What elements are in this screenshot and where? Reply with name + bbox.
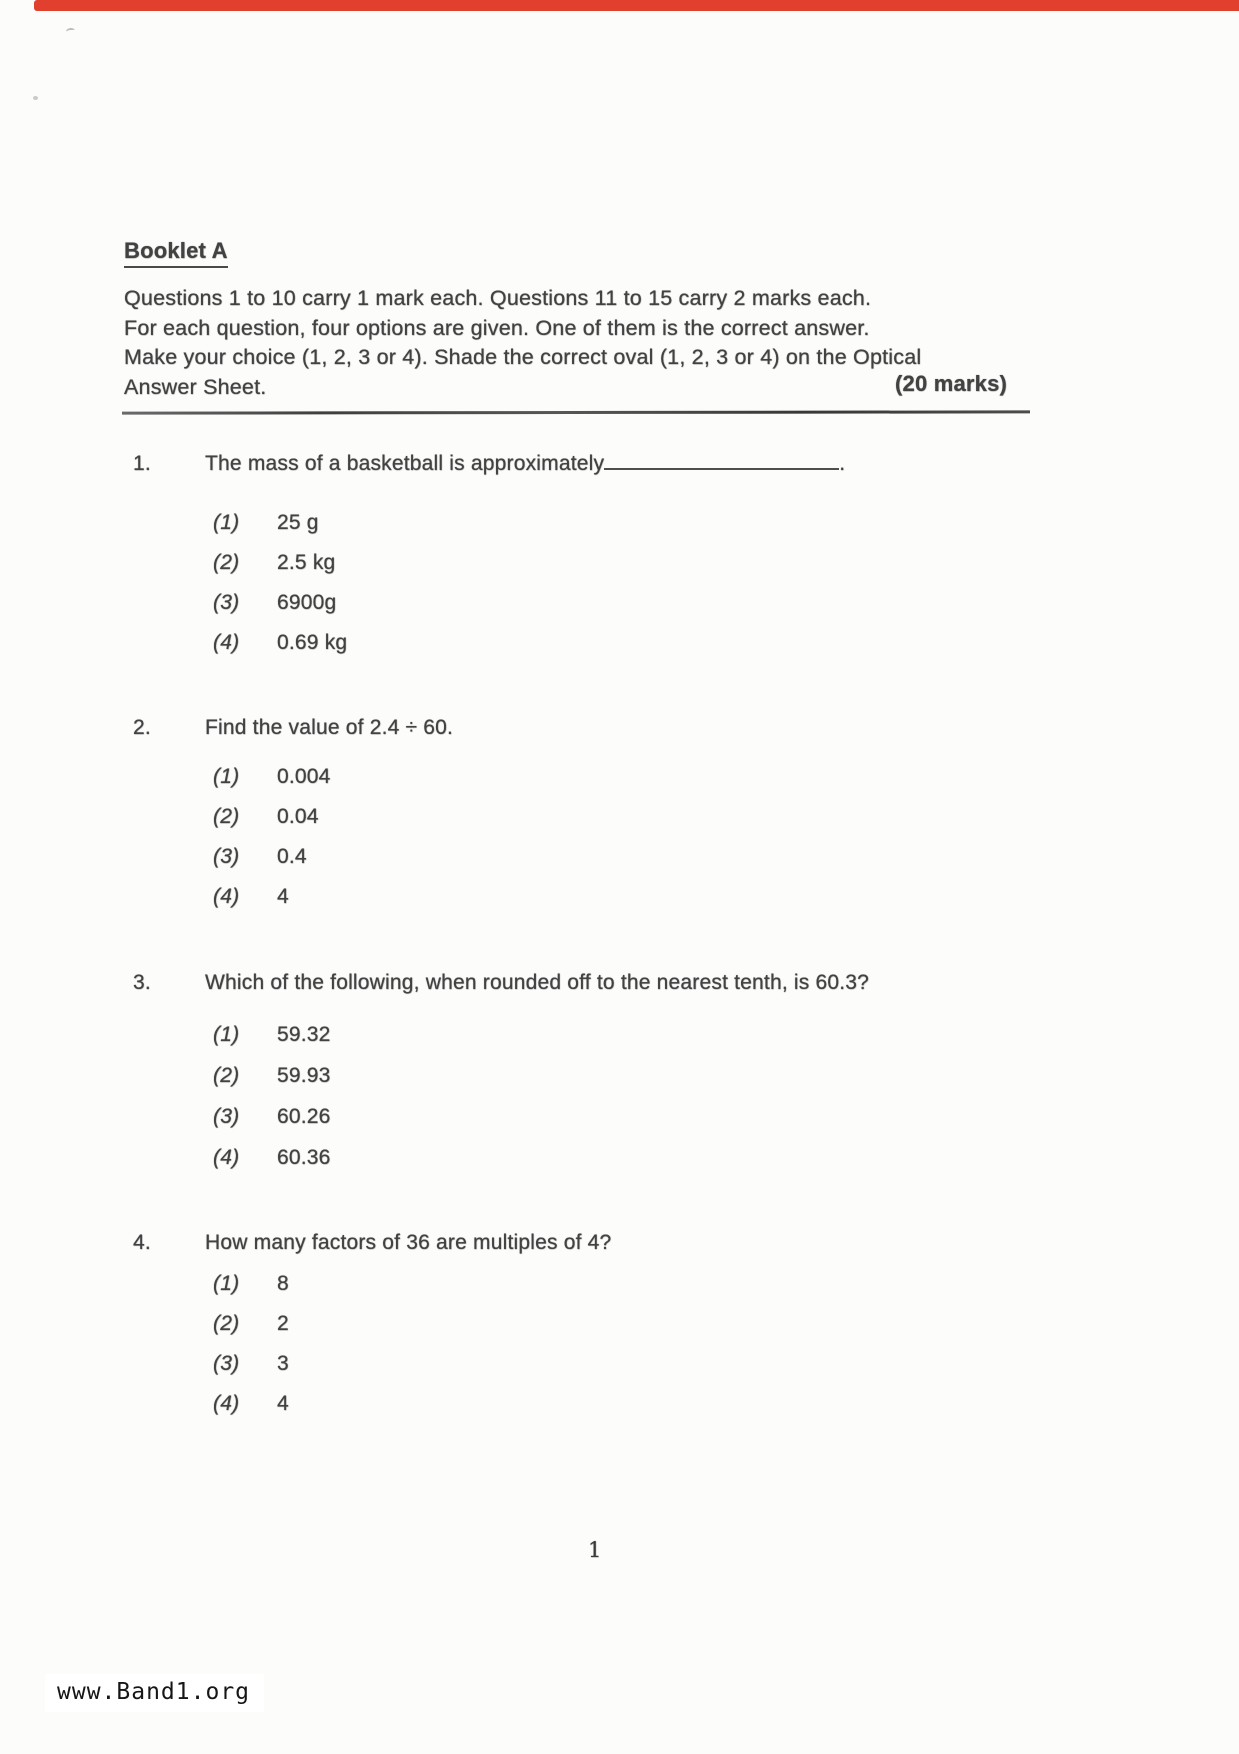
question-1 — [133, 450, 1133, 671]
section-divider-line — [122, 410, 1030, 414]
question-text: How many factors of 36 are multiples of 4? — [205, 1231, 612, 1254]
option-value: 25 g — [277, 511, 319, 534]
option-marker: (4) — [213, 1392, 240, 1415]
question-text: Find the value of 2.4 ÷ 60. — [205, 716, 454, 739]
option-marker: (4) — [213, 1146, 240, 1169]
option-value: 3 — [277, 1352, 289, 1375]
question-3 — [133, 969, 1133, 1187]
page-number: 1 — [588, 1538, 602, 1562]
option-marker: (2) — [213, 551, 240, 574]
question-number: 1. — [133, 452, 151, 475]
question-text — [205, 450, 845, 477]
option-row — [213, 1272, 1133, 1312]
scan-speck — [33, 96, 38, 100]
instruction-line: Make your choice (1, 2, 3 or 4). Shade the correct oval (1, 2, 3 or 4) on the Optical — [124, 345, 922, 369]
answer-blank-line — [604, 464, 839, 470]
option-row — [213, 1105, 1133, 1146]
option-marker: (1) — [213, 1023, 240, 1046]
option-row — [213, 1064, 1133, 1105]
question-number: 3. — [133, 971, 151, 994]
scan-speck — [66, 27, 76, 34]
option-row — [213, 591, 1133, 631]
booklet-title — [124, 238, 228, 268]
option-value: 2 — [277, 1312, 289, 1335]
watermark-url: www.Band1.org — [45, 1674, 264, 1712]
question-2 — [133, 714, 1133, 925]
option-value: 4 — [277, 1392, 289, 1415]
question-number: 2. — [133, 716, 151, 739]
option-row — [213, 1023, 1133, 1064]
option-row — [213, 765, 1133, 805]
option-value: 8 — [277, 1272, 289, 1295]
option-value: 4 — [277, 885, 289, 908]
option-marker: (3) — [213, 1105, 240, 1128]
booklet-title-text: Booklet A — [124, 238, 228, 268]
question-text-span: The mass of a basketball is approximately — [205, 452, 605, 475]
total-marks-label: (20 marks) — [895, 371, 1008, 396]
option-value: 2.5 kg — [277, 551, 336, 574]
option-marker: (1) — [213, 765, 240, 788]
option-row — [213, 631, 1133, 671]
option-marker: (4) — [213, 631, 240, 654]
option-row — [213, 1392, 1133, 1432]
option-row — [213, 1146, 1133, 1187]
option-value: 60.26 — [277, 1105, 331, 1128]
option-row — [213, 1352, 1133, 1392]
option-value: 0.4 — [277, 845, 307, 868]
instruction-line: Answer Sheet. — [124, 374, 267, 399]
option-marker: (3) — [213, 591, 240, 614]
option-value: 59.32 — [277, 1023, 331, 1046]
option-marker: (4) — [213, 885, 240, 908]
question-text: Which of the following, when rounded off to the nearest tenth, is 60.3? — [205, 971, 870, 994]
option-marker: (2) — [213, 1064, 240, 1087]
option-row — [213, 551, 1133, 591]
option-marker: (1) — [213, 511, 240, 534]
option-marker: (3) — [213, 1352, 240, 1375]
option-value: 60.36 — [277, 1146, 331, 1169]
option-marker: (2) — [213, 805, 240, 828]
question-number: 4. — [133, 1231, 151, 1254]
option-row — [213, 511, 1133, 551]
option-marker: (3) — [213, 845, 240, 868]
option-value: 0.004 — [277, 765, 331, 788]
option-marker: (1) — [213, 1272, 240, 1295]
scan-edge-red-bar — [34, 0, 1239, 11]
option-row — [213, 885, 1133, 925]
option-value: 6900g — [277, 591, 337, 614]
option-value: 59.93 — [277, 1064, 331, 1087]
option-value: 0.69 kg — [277, 631, 348, 654]
question-text-tail: . — [839, 452, 846, 475]
option-row — [213, 805, 1133, 845]
instruction-line: Questions 1 to 10 carry 1 mark each. Questions 11 to 15 carry 2 marks each. — [124, 286, 872, 310]
option-marker: (2) — [213, 1312, 240, 1335]
question-4 — [133, 1229, 1133, 1432]
option-row — [213, 845, 1133, 885]
option-value: 0.04 — [277, 805, 319, 828]
option-row — [213, 1312, 1133, 1352]
instruction-line: For each question, four options are given. One of them is the correct answer. — [124, 315, 870, 340]
